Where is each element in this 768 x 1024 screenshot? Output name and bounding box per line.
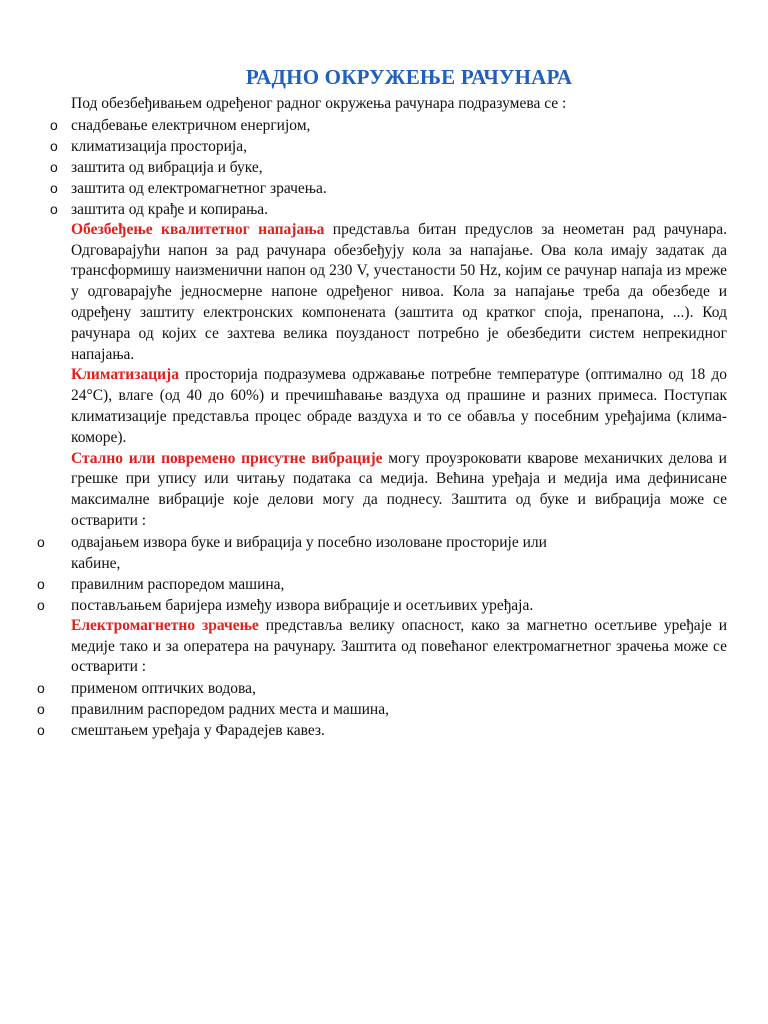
bullet-marker: o [37, 680, 45, 697]
list-item: o применом оптичких водова, [37, 680, 256, 698]
list-item: o снадбевање електричном енергијом, [50, 116, 311, 134]
bullet-marker: o [37, 722, 45, 739]
bullet-marker: o [37, 701, 45, 718]
paragraph-body: просторија подразумева одржавање потребне температуре (оптимално од 18 до 24°C), влаге (од 40 до 60%) и пречишћавање ваздуха од прашине и разних примеса. Поступак климатизације представља процес обраде ваздуха и то се обавља у посебним уређајима (клима-коморе). [71, 366, 727, 446]
paragraph-lead: Обезбеђење квалитетног напајања [71, 220, 325, 238]
paragraph-lead: Електромагнетно зрачење [71, 616, 259, 634]
bullet-marker: o [50, 158, 58, 175]
bullet-marker: o [50, 200, 58, 217]
vibration-paragraph [71, 449, 727, 532]
bullet-marker: o [50, 137, 58, 154]
climatization-paragraph [71, 365, 727, 448]
list-item: o одвајањем извора буке и вибрација у посебно изоловане просторије или кабине, [37, 533, 547, 572]
em-radiation-paragraph [71, 616, 727, 678]
paragraph-body: представља велику опасност, како за магнетно осетљиве уређаје и медије тако и за оператера на рачунару. Заштита од повећаног електромагнетног зрачења може се остварити : [71, 616, 728, 676]
bullet-marker: o [50, 179, 58, 196]
paragraph-body: могу проузроковати кварове механичких делова и грешке при упису или читању података са медија. Већина уређаја и медија има дефинисане максималне вибрације које делови могу да поднесу. Заштита од буке и вибрација може се остварити : [71, 449, 727, 529]
vibration-protection-list [37, 532, 727, 616]
list-item: o правилним распоредом радних места и машина, [37, 701, 389, 719]
list-item: o заштита од крађе и копирања. [50, 200, 269, 218]
intro-paragraph: Под обезбеђивањем одређеног радног окружења рачунара подразумева се : [71, 95, 567, 112]
bullet-marker: o [37, 533, 45, 550]
paragraph-lead: Климатизација [71, 366, 179, 384]
list-item: o смештањем уређаја у Фарадејев кавез. [37, 722, 325, 740]
bullet-marker: o [37, 575, 45, 592]
em-protection-list [37, 678, 727, 741]
list-item: o правилним распоредом машина, [37, 575, 285, 593]
list-item: o заштита од електромагнетног зрачења. [50, 179, 327, 197]
power-supply-paragraph [71, 220, 727, 366]
bullet-marker: o [37, 596, 45, 613]
list-item: o климатизација просторија, [50, 137, 247, 155]
paragraph-body: представља битан предуслов за неометан рад рачунара. Одговарајући напон за рад рачунара обезбеђују кола за напајање. Ова кола имају задатак да трансформишу наизменични напон од 230 V, учестаности 50 Hz, којим се рачунар напаја из мреже у одговарајуће једносмерне напоне одређеног нивоа. Кола за напајање треба да обезбеде и одређену заштиту електронских компонената (заштита од кратког споја, пренапона, ...). Код рачунара од којих се захтева велика поузданост потребно је обезбедити систем непрекидног напајања. [71, 220, 727, 363]
bullet-marker: o [50, 116, 58, 133]
document-page [37, 60, 728, 741]
paragraph-lead: Стално или повремено присутне вибрације [71, 449, 383, 467]
page-title: РАДНО ОКРУЖЕЊЕ РАЧУНАРА [245, 65, 573, 89]
list-item: o заштита од вибрација и буке, [50, 158, 263, 176]
requirements-list [50, 115, 727, 220]
list-item: o постављањем баријера између извора вибрације и осетљивих уређаја. [37, 596, 534, 614]
